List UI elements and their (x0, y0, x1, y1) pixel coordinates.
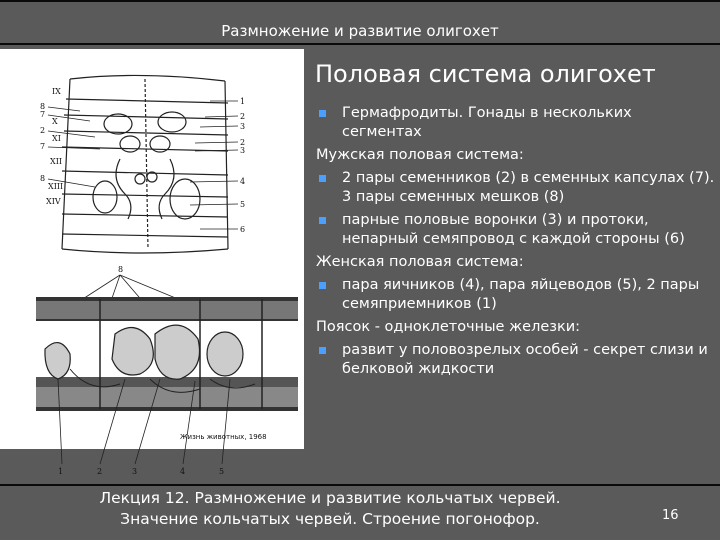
number-label: 3 (132, 467, 138, 476)
section-heading: Женская половая система: (316, 254, 524, 270)
bullet-item (316, 169, 716, 207)
number-label: 2 (97, 467, 103, 476)
bullet-item (316, 104, 716, 142)
number-label: 3 (240, 146, 246, 155)
segment-label: X (52, 117, 58, 126)
number-label: 7 (40, 110, 46, 119)
header-rule (0, 43, 720, 45)
figure-caption: Жизнь животных, 1968 (180, 433, 267, 441)
number-label: 2 (240, 138, 246, 147)
segment-label: IX (52, 87, 61, 96)
footer-text (90, 488, 570, 530)
number-label: 5 (240, 200, 246, 209)
bullet-item (316, 276, 716, 314)
segment-label: XII (50, 157, 63, 166)
anatomy-figure (0, 49, 304, 476)
dorsal-view-drawing (62, 75, 228, 253)
bullet-text: развит у половозрелых особей - секрет слизи и белковой жидкости (342, 342, 708, 377)
number-label: 1 (240, 97, 246, 106)
left-number-labels (40, 102, 45, 183)
leader-lines (48, 101, 238, 229)
section-heading: Мужская половая система: (316, 147, 524, 163)
header-title: Размножение и развитие олигохет (221, 22, 499, 40)
top-bar (0, 0, 720, 46)
bullet-square-icon (319, 110, 326, 117)
bottom-number-labels (58, 467, 224, 476)
number-label: 2 (240, 112, 246, 121)
number-label: 2 (40, 126, 46, 135)
oligochaete-reproductive-diagram (0, 49, 304, 476)
bullet-item (316, 341, 716, 379)
lateral-view-drawing (36, 297, 298, 411)
top-number-label: 8 (118, 265, 124, 274)
section-heading: Поясок - одноклеточные железки: (316, 319, 581, 335)
segment-labels (46, 87, 63, 206)
number-label: 8 (40, 102, 46, 111)
bullet-square-icon (319, 217, 326, 224)
slide-title: Половая система олигохет (315, 60, 656, 88)
number-label: 1 (58, 467, 64, 476)
bullet-square-icon (319, 175, 326, 182)
number-label: 5 (219, 467, 225, 476)
segment-label: XI (52, 134, 61, 143)
number-label: 6 (240, 225, 246, 234)
bullet-item (316, 211, 716, 249)
number-label: 8 (40, 174, 46, 183)
number-label: 3 (240, 122, 246, 131)
number-label: 7 (40, 142, 46, 151)
number-label: 4 (180, 467, 186, 476)
bullet-square-icon (319, 347, 326, 354)
bullet-text: Гермафродиты. Гонады в нескольких сегментах (342, 105, 632, 140)
top-rule (0, 0, 720, 2)
footer-line-2: Значение кольчатых червей. Строение погонофор. (120, 510, 540, 528)
segment-label: XIII (48, 182, 64, 191)
bullet-text: 2 пары семенников (2) в семенных капсулах (7). 3 пары семенных мешков (8) (342, 170, 715, 205)
slide-content (316, 104, 716, 379)
footer-rule (0, 484, 720, 486)
bullet-square-icon (319, 282, 326, 289)
page-number: 16 (662, 508, 679, 523)
segment-label: XIV (46, 197, 61, 206)
bullet-text: пара яичников (4), пара яйцеводов (5), 2 пары семяприемников (1) (342, 277, 700, 312)
number-label: 4 (240, 177, 246, 186)
right-number-labels (240, 97, 245, 234)
footer-line-1: Лекция 12. Размножение и развитие кольчатых червей. (99, 489, 561, 507)
bullet-text: парные половые воронки (3) и протоки, непарный семяпровод с каждой стороны (6) (342, 212, 685, 247)
footer (0, 488, 720, 540)
